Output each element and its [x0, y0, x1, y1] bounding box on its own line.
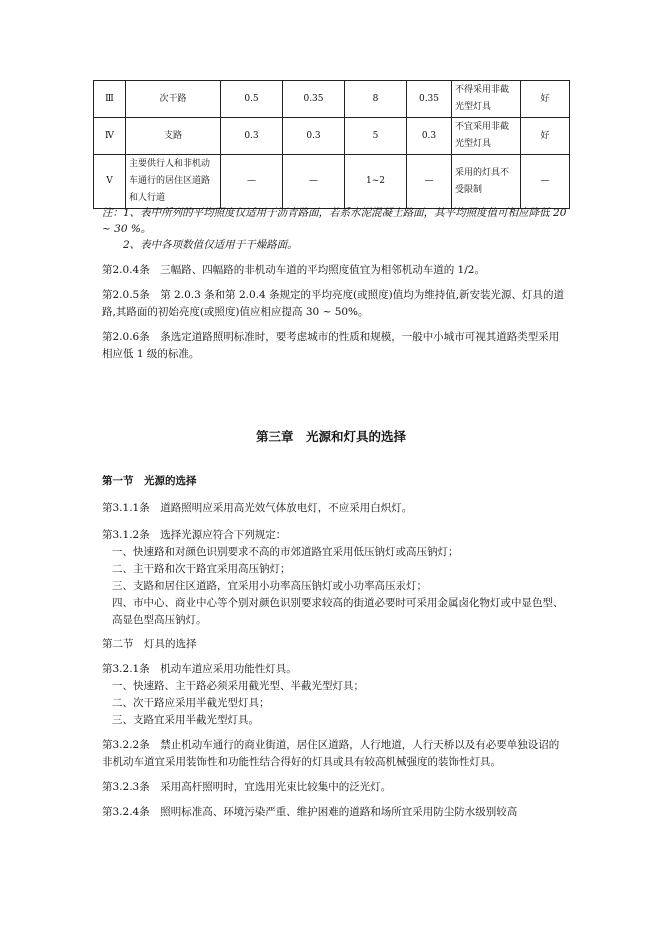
article-3-2-1: 第3.2.1条 机动车道应采用功能性灯具。 — [102, 663, 297, 675]
value-cell: — — [407, 155, 452, 209]
value-cell: — — [283, 155, 345, 209]
note-1: 注：1、表中所列的平均照度仅适用于沥青路面，若系水泥混凝土路面，其平均照度值可相应降低 20 ~ 30 %。 — [102, 207, 567, 235]
value-cell: 0.35 — [407, 81, 452, 118]
glare-cell: 好 — [521, 81, 570, 118]
road-type-cell: 次干路 — [126, 81, 221, 118]
value-cell: 0.35 — [283, 81, 345, 118]
luminaire-cell: 采用的灯具不受限制 — [452, 155, 521, 209]
luminaire-cell: 不得采用非截光型灯具 — [452, 81, 521, 118]
list-item: 一、快速路、主干路必须采用截光型、半截光型灯具； — [112, 680, 364, 692]
table-row — [94, 118, 570, 155]
articles-block — [102, 262, 568, 363]
list-item: 一、快速路和对颜色识别要求不高的市郊道路宜采用低压钠灯或高压钠灯； — [112, 546, 459, 558]
section-1-title: 第一节 光源的选择 — [102, 475, 197, 487]
list-item: 二、次干路应采用半截光型灯具； — [112, 697, 270, 709]
lighting-standard-table — [93, 80, 570, 209]
list-item: 二、主干路和次干路宜采用高压钠灯； — [112, 563, 291, 575]
table-notes — [102, 205, 568, 253]
article-3-2-3: 第3.2.3条 采用高杆照明时，宜选用光束比较集中的泛光灯。 — [102, 781, 392, 793]
article-2-0-6: 第2.0.6条 条选定道路照明标准时，要考虑城市的性质和规模，一般中小城市可视其道路类型采用相应低 1 级的标准。 — [102, 331, 560, 360]
value-cell: 0.3 — [221, 118, 283, 155]
value-cell: 0.3 — [283, 118, 345, 155]
road-type-cell: 支路 — [126, 118, 221, 155]
article-2-0-4: 第2.0.4条 三幅路、四幅路的非机动车道的平均照度值宜为相邻机动车道的 1/2。 — [102, 264, 485, 276]
value-cell: 5 — [345, 118, 407, 155]
grade-cell: Ⅴ — [94, 155, 126, 209]
value-cell: 1~2 — [345, 155, 407, 209]
note-2: 2、表中各项数值仅适用于干燥路面。 — [123, 239, 298, 251]
value-cell: 8 — [345, 81, 407, 118]
value-cell: 0.5 — [221, 81, 283, 118]
glare-cell: — — [521, 155, 570, 209]
article-3-1-2: 第3.1.2条 选择光源应符合下列规定： — [102, 529, 287, 541]
road-type-cell: 主要供行人和非机动车通行的居住区道路和人行道 — [126, 155, 221, 209]
list-item: 三、支路和居住区道路，宜采用小功率高压钠灯或小功率高压汞灯； — [112, 580, 427, 592]
section-1 — [102, 473, 568, 629]
list-item: 四、市中心、商业中心等个别对颜色识别要求较高的街道必要时可采用金属卤化物灯或中显色型、高显色型高压钠灯。 — [112, 597, 564, 626]
value-cell: 0.3 — [407, 118, 452, 155]
article-3-1-1: 第3.1.1条 道路照明应采用高光效气体放电灯，不应采用白炽灯。 — [102, 502, 413, 514]
section-2-title: 第二节 灯具的选择 — [102, 638, 197, 650]
list-item: 三、支路宜采用半截光型灯具。 — [112, 714, 259, 726]
glare-cell: 好 — [521, 118, 570, 155]
grade-cell: Ⅲ — [94, 81, 126, 118]
article-2-0-5: 第2.0.5条 第 2.0.3 条和第 2.0.4 条规定的平均亮度(或照度)值均为维持值,新安装光源、灯具的道路,其路面的初始亮度(或照度)值应相应提高 30 ~ 50%。 — [102, 289, 565, 318]
article-3-2-2: 第3.2.2条 禁止机动车通行的商业街道，居住区道路，人行地道，人行天桥以及有必要单独设诏的非机动车道宜采用装饰性和功能性结合得好的灯具或具有较高机械强度的装饰性灯具。 — [102, 739, 560, 768]
table-row — [94, 81, 570, 118]
value-cell: — — [221, 155, 283, 209]
section-2 — [102, 636, 568, 821]
grade-cell: Ⅳ — [94, 118, 126, 155]
chapter-title: 第三章 光源和灯具的选择 — [255, 429, 406, 444]
article-3-2-4: 第3.2.4条 照明标准高、环境污染严重、维护困难的道路和场所宜采用防尘防水级别较高 — [102, 806, 518, 818]
luminaire-cell: 不宜采用非截光型灯具 — [452, 118, 521, 155]
table-row — [94, 155, 570, 209]
